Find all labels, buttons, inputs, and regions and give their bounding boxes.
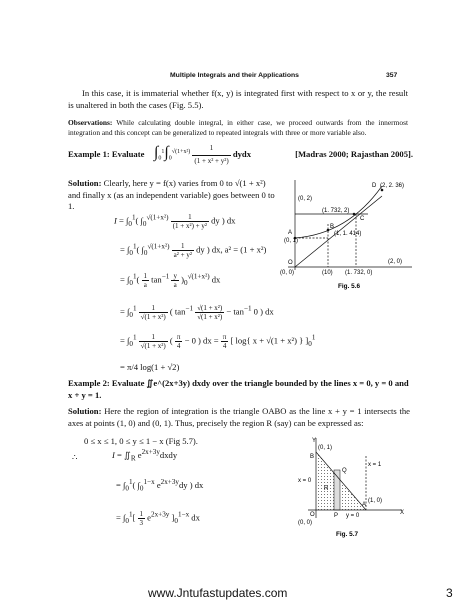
figure-5-7: [296, 436, 408, 540]
example2-region: 0 ≤ x ≤ 1, 0 ≤ y ≤ 1 − x (Fig 5.7).: [84, 436, 198, 446]
solution1-label: Solution:: [68, 178, 102, 188]
observations-text: While calculating double integral, in either case, we proceed outwards from the innermost integration and this concept can be generalized to repeated integrals with three or more variable also.: [68, 118, 408, 137]
fig56-label-10: (10): [322, 270, 333, 276]
fig56-label-c-coord: (1. 732, 2): [322, 208, 350, 214]
observations-label: Observations:: [68, 118, 113, 127]
example1-heading: [68, 143, 413, 171]
example1-integrand: dydx: [232, 148, 251, 159]
fig57-label-y0: y = 0: [346, 513, 360, 519]
fig56-label-b: B: [330, 224, 335, 230]
example2-heading: Example 2: Evaluate ∬e^(2x+3y) dxdy over the triangle bounded by the lines x = 0, y = 0 and x + y = 1.: [68, 378, 409, 400]
fig56-label-02: (0, 2): [298, 196, 313, 202]
solution1-text: Clearly, here y = f(x) varies from 0 to √(1 + x²) and finally x (as an independent variable) goes between 0 to 1.: [68, 178, 275, 211]
fig57-label-q: Q: [342, 468, 347, 474]
eq2-line1: $I = ∬_R$ $e^{2x+3y}dxdy$: [112, 448, 178, 463]
fig57-label-r: R: [324, 486, 329, 492]
eq1-line5: = $\int_0^1$ $\frac{1}{\text{√(1 + x²)}}$ ( $\frac{\pi}{4}$ − 0 ) dx = $\frac{\pi}{4}$ [ log{ x + √(1 + x²) } ]$_0^1$: [120, 333, 316, 350]
fig57-label-o: O: [310, 512, 315, 518]
solution2-label: Solution:: [68, 406, 102, 416]
example1-solution: [68, 178, 278, 213]
therefore-symbol: ∴: [72, 452, 78, 462]
eq1-line2: = $\int_0^1$( $\int_0^{√(1+x^2)}$ $\frac{1}{\text{a² + y²}}$ dy ) dx, a² = (1 + x²): [120, 242, 267, 259]
fig57-label-x0: x = 0: [298, 478, 312, 484]
fig56-label-d-coord: (2, 2. 36): [380, 183, 405, 189]
chapter-title: Multiple Integrals and their Applications: [170, 72, 299, 79]
fig57-label-00: (0, 0): [298, 520, 313, 526]
fig56-caption: Fig. 5.6: [338, 283, 361, 290]
fig57-label-p: P: [334, 513, 339, 519]
fig56-label-c: C: [360, 216, 365, 222]
example2-solution: [68, 406, 410, 429]
fig56-label-20: (2, 0): [388, 259, 403, 265]
fig56-label-b-coord: (1, 1. 414): [334, 231, 362, 237]
fig57-label-b: B: [310, 454, 315, 460]
fig56-label-1732: (1. 732, 0): [345, 270, 373, 276]
solution2-text: Here the region of integration is the triangle OABO as the line x + y = 1 intersects the axes at points (1, 0) and (0, 1). Thus, precisely the region R (say) can be expressed as:: [68, 406, 410, 428]
fig56-label-00: (0, 0): [280, 270, 295, 276]
fig56-label-o: O: [288, 260, 293, 266]
fig57-label-x1: x = 1: [368, 462, 382, 468]
fig57-label-10: (1, 0): [368, 498, 383, 504]
eq1-line4: = $\int_0^1$ $\frac{1}{\text{√(1 + x²)}}$ ( $\tan^{-1}$ $\frac{\text{√(1 + x²)}}{\text{√(1 + x²)}}$ − $\tan^{-1} 0$ ) dx: [120, 304, 274, 321]
example1-source: [Madras 2000; Rajasthan 2005].: [295, 149, 413, 159]
intro-paragraph: In this case, it is immaterial whether f(x, y) is integrated first with respect to x or y, the result is unaltered in both the cases (Fig. 5.5).: [68, 88, 408, 110]
eq1-line3: = $\int_0^1$( $\frac{1}{a}$ $\tan^{-1}$ $\frac{y}{a}$ )$_0^{√(1+x^2)}$ dx: [120, 272, 221, 289]
fig57-label-a: A: [362, 502, 367, 508]
footer-page-number: 3: [446, 586, 453, 600]
fig56-label-01: (0, 1): [284, 238, 299, 244]
figure-5-6: [278, 176, 418, 302]
example1-title: Example 1: Evaluate: [68, 149, 145, 159]
fig56-label-a: A: [288, 230, 293, 236]
eq1-result: = π/4 log(1 + √2): [120, 362, 180, 372]
eq1-line1: $I = \int_0^1$( $\int_0^{√(1+x^2)}$ $\frac{1}{\text{(1 + x²) + y²}}$ dy ) dx: [114, 213, 236, 230]
header-page-number: 357: [386, 72, 398, 79]
eq2-line2: = $\int_0^1$( $\int_0^{1-x}$ $e^{2x+3y}dy$ ) dx: [116, 478, 204, 493]
footer-url[interactable]: www.Jntufastupdates.com: [148, 586, 288, 600]
fig57-label-y: Y: [312, 438, 317, 444]
fig57-label-01: (0, 1): [318, 445, 333, 451]
example1-integral: $\int_0^1\int_0^{√(1+x^2)}$ $\frac{1}{\text{(1 + x² + y²)}}$ dydx: [154, 143, 251, 165]
running-header: [170, 72, 410, 79]
observations: [68, 118, 408, 138]
fig56-label-d: D: [372, 183, 377, 189]
fig57-label-x: X: [400, 510, 405, 516]
eq1-substitution: , a² = (1 + x²): [220, 244, 267, 255]
fig57-caption: Fig. 5.7: [336, 531, 359, 538]
eq2-line3: = $\int_0^1$[ $\frac{1}{3}$ $e^{2x+3y}$ ]$_0^{1-x}$ dx: [116, 510, 200, 527]
